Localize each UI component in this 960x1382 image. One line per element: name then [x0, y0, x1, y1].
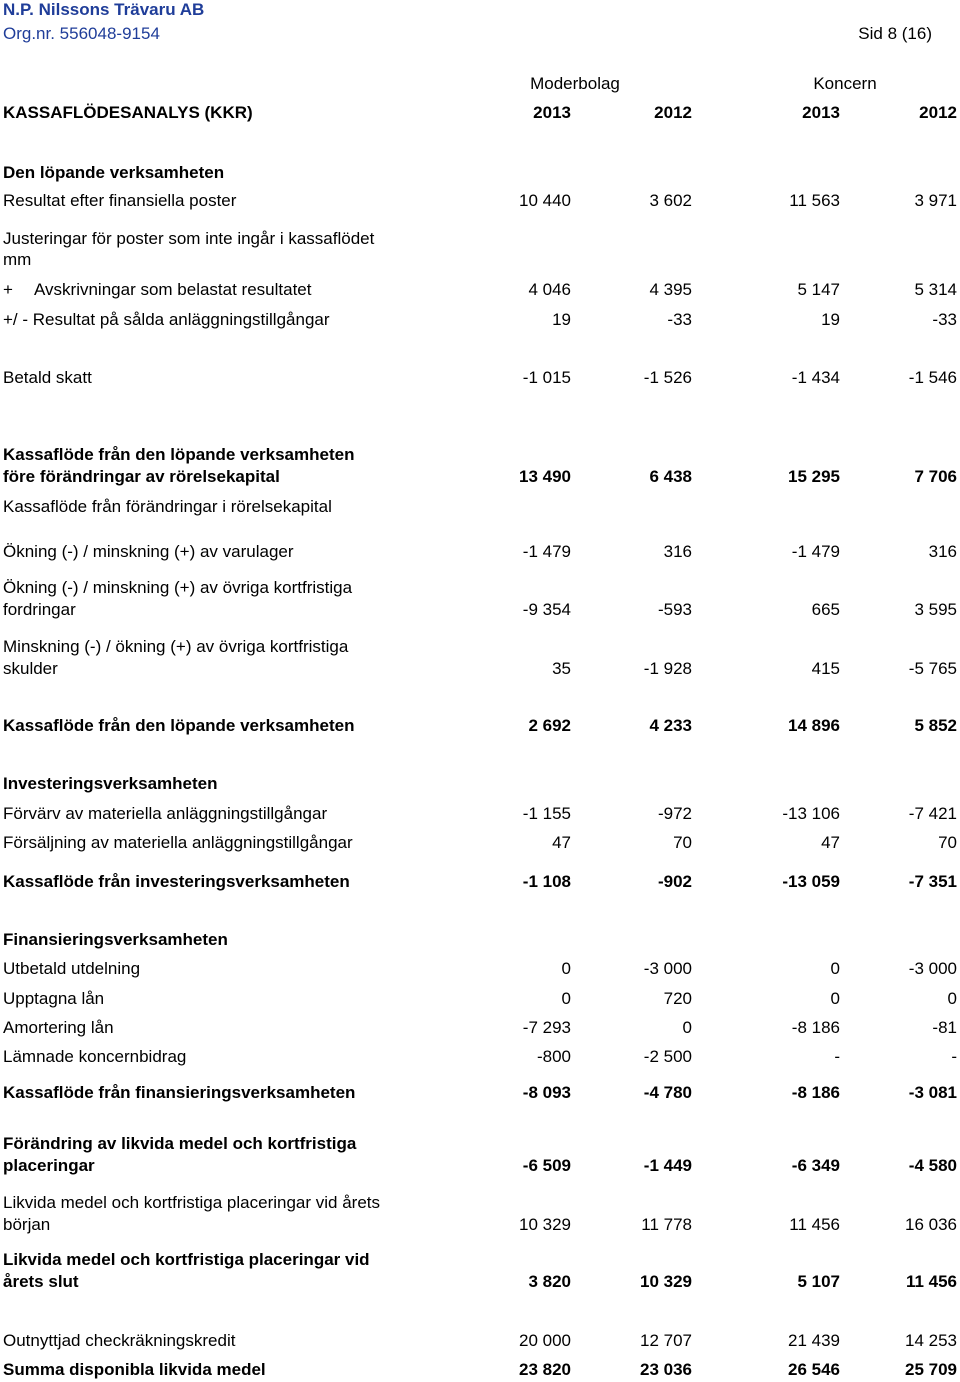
table-cell: 3 602: [649, 191, 692, 210]
org-number: Org.nr. 556048-9154: [3, 24, 160, 43]
table-cell: -2 500: [643, 1047, 692, 1066]
row-label: +/ - Resultat på sålda anläggningstillgångar: [3, 310, 330, 329]
table-cell: 10 329: [640, 1272, 692, 1291]
table-cell: 3 595: [914, 600, 957, 619]
table-cell: -6 509: [522, 1156, 571, 1175]
table-cell: 19: [821, 310, 840, 329]
table-cell: -1 108: [522, 872, 571, 891]
table-cell: -33: [667, 310, 692, 329]
table-cell: -9 354: [522, 600, 571, 619]
table-cell: 26 546: [788, 1360, 840, 1379]
table-cell: 11 778: [641, 1215, 692, 1234]
row-label: Utbetald utdelning: [3, 959, 141, 978]
table-cell: 0: [830, 959, 840, 978]
row-label: Summa disponibla likvida medel: [3, 1360, 266, 1379]
row-label: Lämnade koncernbidrag: [3, 1047, 187, 1066]
table-cell: -3 000: [908, 959, 957, 978]
table-cell: 316: [928, 542, 957, 561]
table-cell: 2 692: [528, 716, 571, 735]
table-cell: -5 765: [908, 659, 957, 678]
table-cell: -3 081: [908, 1083, 957, 1102]
table-cell: 0: [561, 959, 571, 978]
row-label: Minskning (-) / ökning (+) av övriga kortfristiga: [3, 637, 349, 656]
table-cell: -8 093: [522, 1083, 571, 1102]
table-cell: 5 852: [914, 716, 957, 735]
table-cell: -972: [657, 804, 692, 823]
row-label: Likvida medel och kortfristiga placeringar vid: [3, 1250, 370, 1269]
group-koncern: Koncern: [813, 74, 877, 93]
row-label: Justeringar för poster som inte ingår i kassaflödet: [3, 229, 375, 248]
table-cell: 70: [938, 833, 957, 852]
table-cell: -81: [932, 1018, 957, 1037]
table-cell: -1 434: [791, 368, 840, 387]
table-cell: -7 351: [908, 872, 957, 891]
row-label: fordringar: [3, 600, 76, 619]
year-header: 2012: [654, 103, 692, 122]
table-cell: 19: [552, 310, 571, 329]
table-title: KASSAFLÖDESANALYS (KKR): [3, 103, 253, 122]
table-cell: 13 490: [519, 467, 571, 486]
year-header: 2013: [533, 103, 571, 122]
table-cell: -33: [932, 310, 957, 329]
table-cell: 4 395: [649, 280, 692, 299]
row-label: Kassaflöde från den löpande verksamheten: [3, 445, 355, 464]
table-cell: 316: [663, 542, 692, 561]
table-cell: -: [951, 1047, 957, 1066]
table-cell: 47: [821, 833, 840, 852]
table-cell: -7 293: [522, 1018, 571, 1037]
table-cell: 7 706: [914, 467, 957, 486]
table-cell: -6 349: [791, 1156, 840, 1175]
row-label: Kassaflöde från investeringsverksamheten: [3, 872, 350, 891]
row-label: Kassaflöde från förändringar i rörelsekapital: [3, 497, 332, 516]
row-label: skulder: [3, 659, 58, 678]
page-number: Sid 8 (16): [858, 24, 932, 43]
table-cell: -13 059: [782, 872, 840, 891]
table-cell: -3 000: [643, 959, 692, 978]
table-cell: 5 314: [914, 280, 957, 299]
row-label: Kassaflöde från finansieringsverksamheten: [3, 1083, 356, 1102]
table-cell: 35: [552, 659, 571, 678]
table-cell: 70: [673, 833, 692, 852]
group-moderbolag: Moderbolag: [530, 74, 620, 93]
table-cell: 665: [811, 600, 840, 619]
table-cell: 5 107: [797, 1272, 840, 1291]
row-label: Resultat efter finansiella poster: [3, 191, 237, 210]
row-label: före förändringar av rörelsekapital: [3, 467, 280, 486]
table-cell: 0: [682, 1018, 692, 1037]
table-cell: 6 438: [649, 467, 692, 486]
row-label: Kassaflöde från den löpande verksamheten: [3, 716, 355, 735]
row-label: placeringar: [3, 1156, 95, 1175]
row-label: Ökning (-) / minskning (+) av övriga kortfristiga: [3, 578, 353, 597]
table-cell: 720: [663, 989, 692, 1008]
table-cell: 12 707: [640, 1331, 692, 1350]
table-cell: -1 526: [643, 368, 692, 387]
row-label: Outnyttjad checkräkningskredit: [3, 1331, 236, 1350]
table-cell: -4 580: [908, 1156, 957, 1175]
row-label: Ökning (-) / minskning (+) av varulager: [3, 542, 294, 561]
section-heading: Den löpande verksamheten: [3, 163, 225, 182]
table-cell: -4 780: [643, 1083, 692, 1102]
year-header: 2012: [919, 103, 957, 122]
table-cell: -13 106: [782, 804, 840, 823]
row-label: mm: [3, 250, 32, 269]
table-cell: -1 479: [522, 542, 571, 561]
table-cell: -: [834, 1047, 840, 1066]
table-cell: 10 440: [519, 191, 571, 210]
row-label: Förändring av likvida medel och kortfristiga: [3, 1134, 357, 1153]
table-cell: 5 147: [797, 280, 840, 299]
table-cell: -1 015: [522, 368, 571, 387]
table-cell: -1 546: [908, 368, 957, 387]
row-label: Avskrivningar som belastat resultatet: [34, 280, 312, 299]
table-cell: 23 036: [640, 1360, 692, 1379]
row-label: Amortering lån: [3, 1018, 114, 1037]
table-cell: 47: [552, 833, 571, 852]
table-cell: 20 000: [519, 1331, 571, 1350]
table-cell: -8 186: [791, 1083, 840, 1102]
table-cell: 16 036: [905, 1215, 957, 1234]
table-cell: -1 449: [643, 1156, 692, 1175]
table-cell: -902: [657, 872, 692, 891]
row-label: Betald skatt: [3, 368, 92, 387]
table-cell: 3 820: [528, 1272, 571, 1291]
table-cell: -8 186: [791, 1018, 840, 1037]
table-cell: -7 421: [908, 804, 957, 823]
row-label: början: [3, 1215, 51, 1234]
year-header: 2013: [802, 103, 840, 122]
section-heading: Investeringsverksamheten: [3, 774, 218, 793]
table-cell: 4 046: [528, 280, 571, 299]
table-cell: -1 155: [522, 804, 571, 823]
table-cell: -1 479: [791, 542, 840, 561]
row-label: Likvida medel och kortfristiga placeringar vid årets: [3, 1193, 381, 1212]
table-cell: 0: [561, 989, 571, 1008]
table-cell: -1 928: [643, 659, 692, 678]
table-cell: 10 329: [519, 1215, 571, 1234]
table-cell: 0: [830, 989, 840, 1008]
company-name: N.P. Nilssons Trävaru AB: [3, 0, 205, 19]
table-cell: 3 971: [914, 191, 957, 210]
row-label: årets slut: [3, 1272, 79, 1291]
row-label: Förvärv av materiella anläggningstillgångar: [3, 804, 328, 823]
table-cell: -800: [536, 1047, 571, 1066]
table-cell: 11 563: [789, 191, 840, 210]
table-cell: -593: [657, 600, 692, 619]
table-cell: 14 896: [788, 716, 840, 735]
table-cell: 15 295: [788, 467, 840, 486]
table-cell: 415: [811, 659, 840, 678]
table-cell: 23 820: [519, 1360, 571, 1379]
table-cell: 4 233: [649, 716, 692, 735]
row-label: Försäljning av materiella anläggningstillgångar: [3, 833, 353, 852]
section-heading: Finansieringsverksamheten: [3, 930, 228, 949]
table-cell: 25 709: [905, 1360, 957, 1379]
table-cell: 11 456: [789, 1215, 840, 1234]
row-label: Upptagna lån: [3, 989, 105, 1008]
table-cell: 21 439: [788, 1331, 840, 1350]
table-cell: 0: [947, 989, 957, 1008]
table-cell: 11 456: [905, 1272, 957, 1291]
table-cell: 14 253: [905, 1331, 957, 1350]
row-prefix: +: [3, 280, 13, 299]
